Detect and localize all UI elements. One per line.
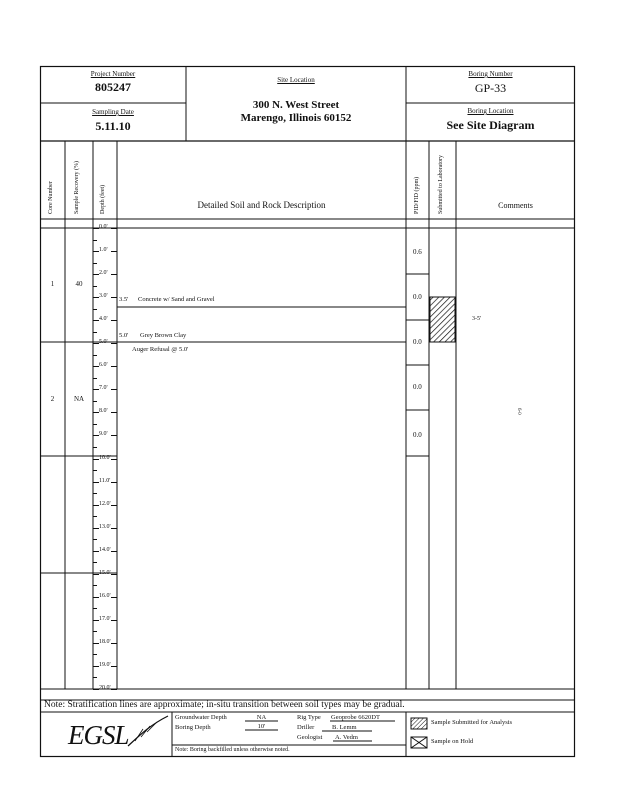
egsl-logo: EGSL — [68, 720, 129, 750]
pid-reading: 0.6 — [413, 248, 422, 256]
site-address-line2: Marengo, Illinois 60152 — [240, 112, 352, 124]
depth-label: 18.0' — [99, 639, 111, 645]
legend-submitted-label: Sample Submitted for Analysis — [431, 719, 513, 726]
col-core-number: Core Number — [48, 181, 54, 214]
core-number: 2 — [50, 395, 55, 403]
layer-description: Concrete w/ Sand and Gravel — [138, 296, 215, 303]
depth-label: 17.0' — [99, 616, 111, 622]
col-submitted: Submitted to Laboratory — [438, 155, 444, 214]
groundwater-value: NA — [256, 714, 267, 721]
depth-label: 11.0' — [99, 478, 111, 484]
depth-label: 3.0' — [99, 293, 108, 299]
core-number: 1 — [50, 280, 55, 288]
depth-label: 9.0' — [99, 431, 108, 437]
depth-label: 5.0' — [99, 339, 108, 345]
depth-label: 7.0' — [99, 385, 108, 391]
layer-depth: 3.5' — [119, 296, 129, 303]
rig-type-label: Rig Type — [297, 714, 321, 721]
site-location-label: Site Location — [277, 76, 315, 84]
depth-label: 19.0' — [99, 662, 111, 668]
depth-label: 13.0' — [99, 524, 111, 530]
driller-value: B. Lemm — [332, 724, 357, 731]
col-comments: Comments — [498, 201, 533, 210]
site-address-line1: 300 N. West Street — [252, 99, 340, 111]
sample-recovery: 40 — [75, 280, 83, 288]
sampling-date: 5.11.10 — [95, 119, 131, 133]
sampling-date-label: Sampling Date — [92, 108, 134, 116]
depth-label: 12.0' — [99, 501, 111, 507]
project-number-label: Project Number — [90, 70, 136, 78]
pid-reading: 0.0 — [413, 293, 422, 301]
driller-label: Driller — [297, 724, 315, 731]
rig-type-value: Geoprobe 6620DT — [331, 714, 380, 721]
pid-reading: 0.0 — [413, 338, 422, 346]
pid-reading: 0.0 — [413, 383, 422, 391]
comment-side-mark: 6-0 — [516, 408, 521, 415]
depth-label: 10.0' — [99, 455, 111, 461]
pid-reading: 0.0 — [413, 431, 422, 439]
layer-description: Grey Brown Clay — [140, 332, 187, 339]
boring-number: GP-33 — [474, 81, 507, 95]
boring-location: See Site Diagram — [446, 118, 535, 132]
sample-recovery: NA — [73, 395, 85, 403]
depth-label: 14.0' — [99, 547, 111, 553]
geologist-label: Geologist — [297, 734, 323, 741]
boring-depth-value: 10' — [257, 723, 266, 730]
depth-label: 2.0' — [99, 270, 108, 276]
depth-label: 1.0' — [99, 247, 108, 253]
depth-label: 0.0' — [99, 224, 108, 230]
depth-label: 8.0' — [99, 408, 108, 414]
layer-description: Auger Refusal @ 5.0' — [132, 346, 189, 353]
depth-label: 6.0' — [99, 362, 108, 368]
layer-depth: 5.0' — [119, 332, 129, 339]
depth-label: 20.0' — [99, 685, 111, 691]
project-number: 805247 — [95, 80, 131, 94]
comment-sample-depth: 3-5' — [472, 316, 482, 322]
col-sample-recovery: Sample Recovery (%) — [74, 161, 80, 214]
geologist-value: A. Vedm — [335, 734, 358, 741]
depth-label: 4.0' — [99, 316, 108, 322]
col-pid: PID/FID (ppm) — [414, 176, 420, 214]
boring-location-label: Boring Location — [467, 107, 514, 115]
boring-number-label: Boring Number — [468, 70, 513, 78]
depth-label: 15.0' — [99, 570, 111, 576]
col-description: Detailed Soil and Rock Description — [197, 200, 326, 210]
col-depth: Depth (feet) — [100, 184, 106, 214]
boring-depth-label: Boring Depth — [175, 724, 211, 731]
backfill-note: Note: Boring backfilled unless otherwise noted. — [175, 747, 290, 753]
depth-label: 16.0' — [99, 593, 111, 599]
legend-hold-label: Sample on Hold — [431, 738, 474, 745]
stratification-note: Note: Stratification lines are approximate; in-situ transition between soil types may be gradual. — [44, 700, 405, 710]
groundwater-label: Groundwater Depth — [175, 714, 227, 721]
